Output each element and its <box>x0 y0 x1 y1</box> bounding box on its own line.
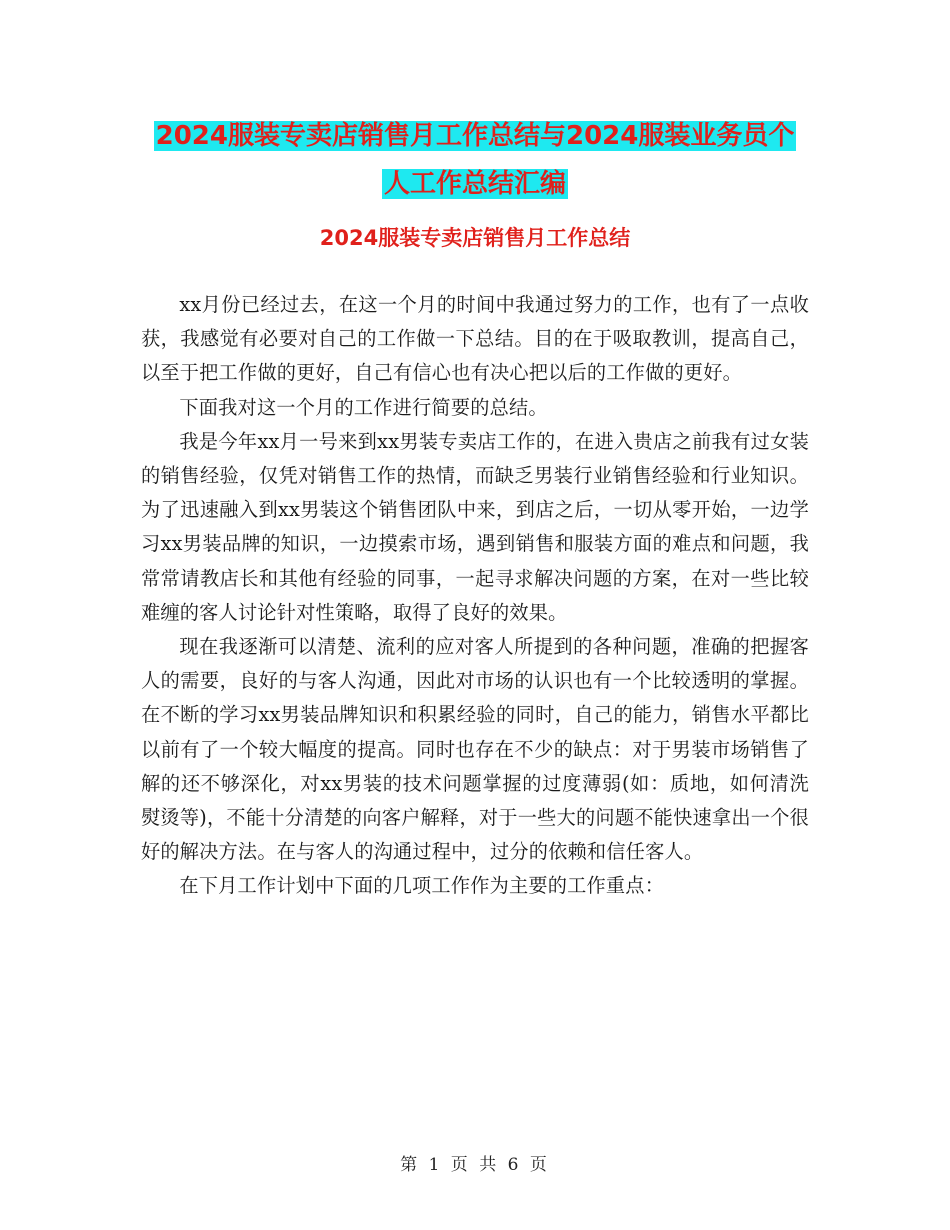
paragraph-2: 下面我对这一个月的工作进行简要的总结。 <box>179 395 548 419</box>
paragraph-5: 在下月工作计划中下面的几项工作作为主要的工作重点： <box>179 874 665 898</box>
paragraph-4: 现在我逐渐可以清楚、流利的应对客人所提到的各种问题，准确的把握客人的需要，良好的与客人沟通，因此对市场的认识也有一个比较透明的掌握。在不断的学习xx男装品牌知识和积累经验的同时，自己的能力，销售水平都比以前有了一个较大幅度的提高。同时也存在不少的缺点：对于男装市场销售了解的还不够深化，对xx男装的技术问题掌握的过度薄弱(如：质地，如何清洗熨烫等)，不能十分清楚的向客户解释，对于一些大的问题不能快速拿出一个很好的解决方法。在与客人的沟通过程中，过分的依赖和信任客人。 <box>141 635 809 864</box>
paragraph-3: 我是今年xx月一号来到xx男装专卖店工作的，在进入贵店之前我有过女装的销售经验，仅凭对销售工作的热情，而缺乏男装行业销售经验和行业知识。为了迅速融入到xx男装这个销售团队中来，到店之后，一切从零开始，一边学习xx男装品牌的知识，一边摸索市场，遇到销售和服装方面的难点和问题，我常常请教店长和其他有经验的同事，一起寻求解决问题的方案，在对一些比较难缠的客人讨论针对性策略，取得了良好的效果。 <box>141 429 809 624</box>
section-title: 2024服装专卖店销售月工作总结 <box>319 226 631 250</box>
document-title-line-1: 2024服装专卖店销售月工作总结与2024服装业务员个 <box>155 121 795 151</box>
document-title <box>100 112 850 208</box>
page-number-footer: 第 1 页 共 6 页 <box>400 1155 550 1175</box>
paragraph-1: xx月份已经过去，在这一个月的时间中我通过努力的工作，也有了一点收获，我感觉有必要对自己的工作做一下总结。目的在于吸取教训，提高自己，以至于把工作做的更好，自己有信心也有决心把以后的工作做的更好。 <box>141 293 809 385</box>
document-title-line-2: 人工作总结汇编 <box>383 169 566 199</box>
document-body <box>141 288 809 904</box>
